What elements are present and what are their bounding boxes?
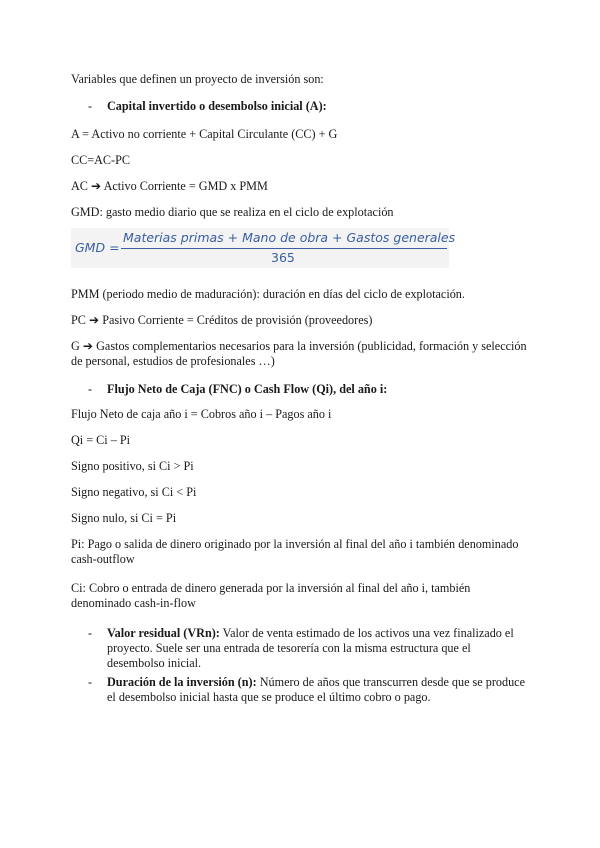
duracion-text: Número de años que transcurren desde que se produce el desembolso inicial hasta que se produce el último cobro o pago. [107, 675, 526, 704]
bullet-dash: - [88, 675, 93, 689]
sign-null: Signo nulo, si Ci = Pi [71, 511, 177, 525]
valor-residual-title: Valor residual (VRn): [107, 626, 220, 640]
equation-qi: Qi = Ci – Pi [71, 433, 131, 447]
valor-residual-item [107, 626, 527, 671]
gmd-formula [71, 228, 456, 268]
pc-definition: PC ➔ Pasivo Corriente = Créditos de provisión (proveedores) [71, 313, 373, 327]
equation-ac: AC ➔ Activo Corriente = GMD x PMM [71, 179, 268, 193]
pi-definition-line2: cash-outflow [71, 552, 135, 566]
sign-negative: Signo negativo, si Ci < Pi [71, 485, 197, 499]
g-definition-line2: de personal, estudios de profesionales …) [71, 354, 275, 368]
flujo-definition: Flujo Neto de caja año i = Cobros año i – Pagos año i [71, 407, 332, 421]
equation-cc: CC=AC-PC [71, 153, 131, 167]
section-capital-title: Capital invertido o desembolso inicial (A): [107, 99, 327, 113]
ci-definition-line1: Ci: Cobro o entrada de dinero generada por la inversión al final del año i, también [71, 581, 471, 595]
pi-definition-line1: Pi: Pago o salida de dinero originado por la inversión al final del año i también denominado [71, 537, 519, 551]
intro-text: Variables que definen un proyecto de inversión son: [71, 72, 324, 86]
gmd-definition: GMD: gasto medio diario que se realiza en el ciclo de explotación [71, 205, 394, 219]
sign-positive: Signo positivo, si Ci > Pi [71, 459, 194, 473]
formula-numerator: Materias primas + Mano de obra + Gastos generales [123, 230, 456, 245]
bullet-dash: - [88, 99, 93, 113]
formula-denominator: 365 [271, 250, 295, 265]
duracion-item [107, 675, 527, 705]
formula-lhs: GMD = [75, 240, 120, 255]
ci-definition-line2: denominado cash-in-flow [71, 596, 196, 610]
bullet-dash: - [88, 626, 93, 640]
valor-residual-text: Valor de venta estimado de los activos una vez finalizado el proyecto. Suele ser una entrada de tesorería con la misma estructura que el desembolso inicial. [107, 626, 514, 670]
duracion-title: Duración de la inversión (n): [107, 675, 257, 689]
pmm-definition: PMM (periodo medio de maduración): duración en días del ciclo de explotación. [71, 287, 465, 301]
section-flujo-title: Flujo Neto de Caja (FNC) o Cash Flow (Qi), del año i: [107, 382, 388, 396]
fraction-bar [121, 248, 447, 249]
equation-a: A = Activo no corriente + Capital Circulante (CC) + G [71, 127, 338, 141]
g-definition-line1: G ➔ Gastos complementarios necesarios para la inversión (publicidad, formación y selección [71, 339, 527, 353]
bullet-dash: - [88, 382, 93, 396]
